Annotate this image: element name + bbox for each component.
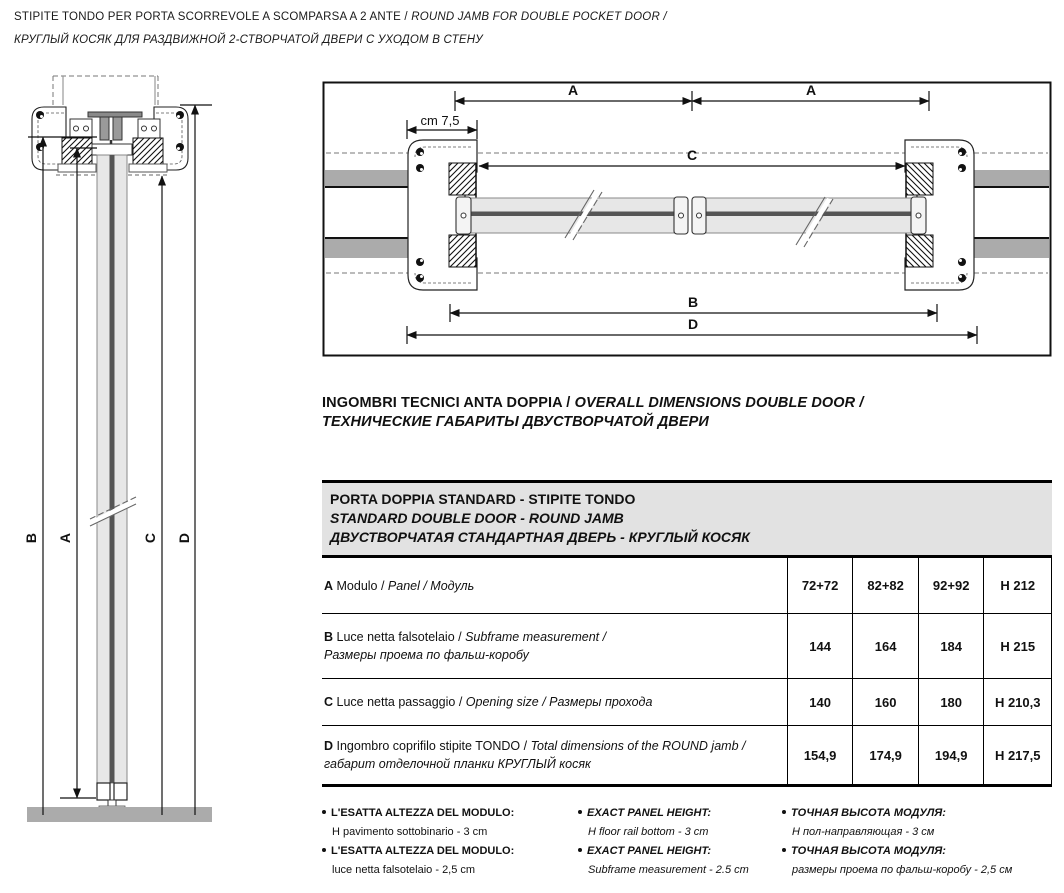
dim-label-b: B xyxy=(687,294,699,310)
page-title xyxy=(14,6,694,52)
value-cell: 174,9 xyxy=(853,726,919,784)
dim-label-cm: cm 7,5 xyxy=(420,113,460,128)
value-cell: 92+92 xyxy=(919,558,985,613)
title-english: ROUND JAMB FOR DOUBLE POCKET DOOR / xyxy=(411,11,667,23)
dim-label-a-left: A xyxy=(567,82,579,98)
title-italian: STIPITE TONDO PER PORTA SCORREVOLE A SCOMPARSA A 2 ANTE / xyxy=(14,11,412,23)
value-cell: 154,9 xyxy=(788,726,854,784)
table-title-italian: PORTA DOPPIA STANDARD - STIPITE TONDO xyxy=(330,491,636,507)
value-cell: H 212 xyxy=(984,558,1052,613)
row-letter: D xyxy=(324,739,334,753)
dim-label-c: C xyxy=(686,147,698,163)
footnote-column-italian: L'ESATTA ALTEZZA DEL MODULO: H pavimento sottobinario - 3 cm L'ESATTA ALTEZZA DEL MODULO: luce netta falsotelaio - 2,5 cm xyxy=(322,804,578,880)
section-heading-line2: ТЕХНИЧЕСКИЕ ГАБАРИТЫ ДВУСТВОРЧАТОЙ ДВЕРИ xyxy=(322,414,709,430)
plan-view-diagram xyxy=(322,78,1054,360)
value-cell: 144 xyxy=(788,614,854,678)
door-panel-section xyxy=(90,144,136,810)
dim-label-b: B xyxy=(23,532,39,544)
pocket-walls xyxy=(63,76,155,105)
bullet-icon xyxy=(322,848,326,852)
bullet-icon xyxy=(578,848,582,852)
row-label: B Luce netta falsotelaio / Subframe measurement / Размеры проема по фальш-коробу xyxy=(322,614,788,678)
floor-slab xyxy=(27,807,212,822)
value-cell: 164 xyxy=(853,614,919,678)
dim-label-a: A xyxy=(57,532,73,544)
page-title-line2: КРУГЛЫЙ КОСЯК ДЛЯ РАЗДВИЖНОЙ 2-СТВОРЧАТОЙ ДВЕРИ С УХОДОМ В СТЕНУ xyxy=(14,34,483,46)
table-row xyxy=(322,679,1052,726)
door-leaves xyxy=(456,190,926,247)
value-cell: 194,9 xyxy=(919,726,985,784)
row-label: C Luce netta passaggio / Opening size / Размеры прохода xyxy=(322,679,788,725)
row-letter: A xyxy=(324,578,334,593)
value-cell: H 215 xyxy=(984,614,1052,678)
page-title-line1 xyxy=(14,6,694,29)
table-title-english: STANDARD DOUBLE DOOR - ROUND JAMB xyxy=(330,510,624,526)
round-jamb-left-shell xyxy=(32,107,66,170)
bullet-icon xyxy=(782,810,786,814)
table-header-band xyxy=(322,480,1052,558)
value-cell: 160 xyxy=(853,679,919,725)
bullet-icon xyxy=(322,810,326,814)
heading-italian: INGOMBRI TECNICI ANTA DOPPIA / xyxy=(322,395,575,411)
dim-label-d: D xyxy=(176,532,192,544)
table-row xyxy=(322,614,1052,679)
row-letter: C xyxy=(324,695,334,709)
value-cell: 72+72 xyxy=(788,558,854,613)
bullet-icon xyxy=(578,810,582,814)
dim-label-d: D xyxy=(687,316,699,332)
value-cell: H 210,3 xyxy=(984,679,1052,725)
table-title-russian: ДВУСТВОРЧАТАЯ СТАНДАРТНАЯ ДВЕРЬ - КРУГЛЫЙ КОСЯК xyxy=(330,529,750,545)
heading-english: OVERALL DIMENSIONS DOUBLE DOOR / xyxy=(574,395,864,411)
value-cell: 82+82 xyxy=(853,558,919,613)
bullet-icon xyxy=(782,848,786,852)
vertical-section-diagram xyxy=(0,60,230,835)
row-label: A Modulo / Panel / Модуль xyxy=(322,558,788,613)
value-cell: 140 xyxy=(788,679,854,725)
footnote-column-russian: ТОЧНАЯ ВЫСОТА МОДУЛЯ: Н пол-направляющая - 3 см ТОЧНАЯ ВЫСОТА МОДУЛЯ: размеры проема по фальш-коробу - 2,5 см xyxy=(782,804,1054,880)
value-cell: 184 xyxy=(919,614,985,678)
value-cell: H 217,5 xyxy=(984,726,1052,784)
footnote-column-english: EXACT PANEL HEIGHT: H floor rail bottom - 3 cm EXACT PANEL HEIGHT: Subframe measurement - 2.5 cm xyxy=(578,804,782,880)
row-letter: B xyxy=(324,630,334,644)
dimensions-table xyxy=(322,480,1052,787)
table-row xyxy=(322,558,1052,614)
section-heading xyxy=(322,394,1032,432)
section-heading-line1 xyxy=(322,394,1032,413)
value-cell: 180 xyxy=(919,679,985,725)
dim-label-c: C xyxy=(142,532,158,544)
row-label: D Ingombro coprifilo stipite TONDO / Total dimensions of the ROUND jamb / габарит отделочной планки КРУГЛЫЙ косяк xyxy=(322,726,788,784)
table-row xyxy=(322,726,1052,787)
footnotes xyxy=(322,804,1054,880)
dim-label-a-right: A xyxy=(805,82,817,98)
